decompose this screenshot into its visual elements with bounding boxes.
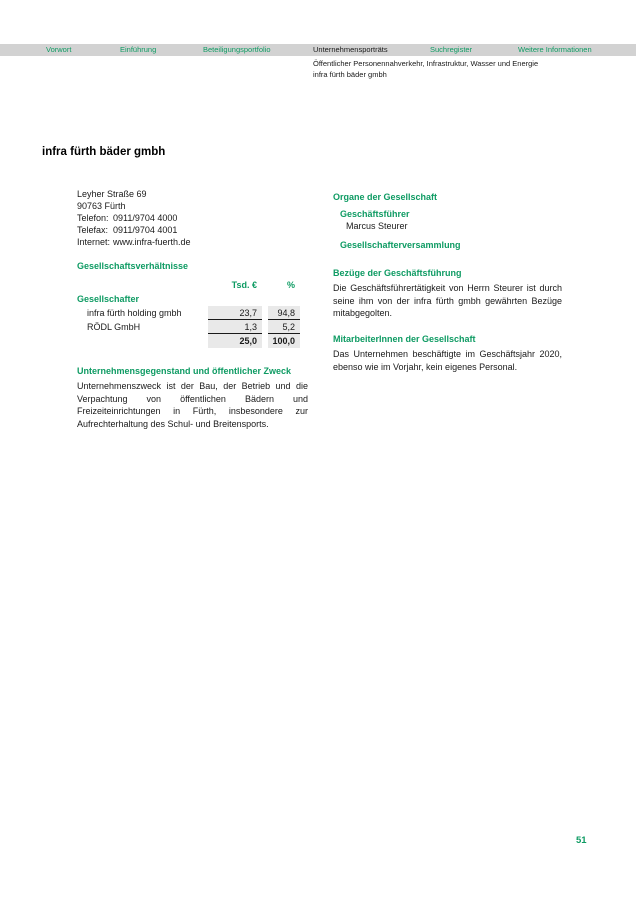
section-heading-unternehmensgegenstand: Unternehmensgegenstand und öffentlicher Zweck [77, 366, 292, 376]
shareholder-tsd-value: 1,3 [208, 320, 262, 334]
column-header-percent: % [286, 280, 295, 290]
table-group-row [77, 292, 300, 306]
table-row [77, 320, 300, 334]
address-street: Leyher Straße 69 [77, 189, 147, 199]
section-heading-bezuege: Bezüge der Geschäftsführung [333, 268, 462, 278]
nav-item-unternehmensportraets[interactable]: Unternehmensporträts [313, 45, 388, 54]
total-pct-value: 100,0 [268, 334, 300, 348]
total-tsd-value: 25,0 [208, 334, 262, 348]
breadcrumb-category: Öffentlicher Personennahverkehr, Infrastruktur, Wasser und Energie [313, 59, 539, 68]
breadcrumb [313, 58, 538, 80]
contact-row-telefax [77, 224, 191, 236]
subheading-gesellschafterversammlung: Gesellschafterversammlung [340, 240, 461, 250]
nav-item-einfuehrung[interactable]: Einführung [120, 45, 157, 54]
section-heading-mitarbeiterinnen: MitarbeiterInnen der Gesellschaft [333, 334, 476, 344]
table-total-row [77, 334, 300, 348]
subheading-geschaeftsfuehrer: Geschäftsführer [340, 209, 410, 219]
contact-row-internet [77, 236, 191, 248]
nav-item-weitere-informationen[interactable]: Weitere Informationen [518, 45, 592, 54]
shareholder-pct-value: 94,8 [268, 306, 300, 320]
nav-item-suchregister[interactable]: Suchregister [430, 45, 473, 54]
shareholder-pct-value: 5,2 [268, 320, 300, 334]
telefax-label: Telefax: [77, 225, 109, 235]
contact-row-telefon [77, 212, 191, 224]
nav-item-beteiligungsportfolio[interactable]: Beteiligungsportfolio [203, 45, 271, 54]
shareholder-name: infra fürth holding gmbh [87, 308, 182, 318]
page-title: infra fürth bäder gmbh [42, 146, 166, 158]
table-header-row [77, 278, 300, 292]
telefon-value: 0911/9704 4000 [113, 213, 178, 223]
section-heading-organe: Organe der Gesellschaft [333, 192, 438, 202]
managing-director-name: Marcus Steurer [346, 221, 408, 231]
website-link[interactable]: www.infra-fuerth.de [113, 237, 191, 247]
shareholder-name: RÖDL GmbH [87, 322, 141, 332]
table-row [77, 306, 300, 320]
telefax-value: 0911/9704 4001 [113, 225, 178, 235]
shareholder-tsd-value: 23,7 [208, 306, 262, 320]
top-navbar [0, 44, 636, 56]
address-city: 90763 Fürth [77, 201, 126, 211]
remuneration-paragraph: Die Geschäftsführertätigkeit von Herrn Steurer ist durch seine ihm von der infra fürth gmbh gewährten Bezüge mitabgegolten. [333, 283, 562, 318]
breadcrumb-company: infra fürth bäder gmbh [313, 70, 387, 79]
employees-paragraph: Das Unternehmen beschäftigte im Geschäftsjahr 2020, ebenso wie im Vorjahr, kein eigenes Personal. [333, 349, 562, 372]
telefon-label: Telefon: [77, 213, 109, 223]
page-number: 51 [576, 835, 587, 846]
section-heading-gesellschaftsverhaeltnisse: Gesellschaftsverhältnisse [77, 261, 189, 271]
nav-item-vorwort[interactable]: Vorwort [46, 45, 72, 54]
address-block [77, 188, 191, 248]
column-header-tsd-eur: Tsd. € [231, 280, 257, 290]
purpose-paragraph: Unternehmenszweck ist der Bau, der Betrieb und die Verpachtung von öffentlichen Bädern und Freizeiteinrichtungen in Fürth, insbesondere zur Aufrechterhaltung des Schul- und Breitensports. [77, 381, 308, 429]
ownership-table [77, 278, 300, 348]
group-label-gesellschafter: Gesellschafter [77, 294, 140, 304]
internet-label: Internet: [77, 237, 111, 247]
